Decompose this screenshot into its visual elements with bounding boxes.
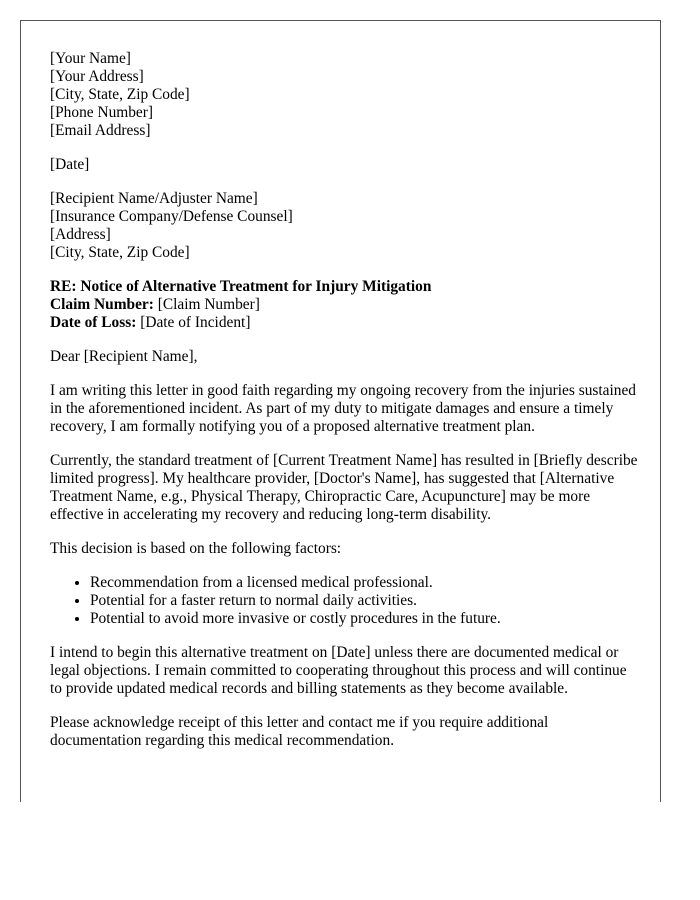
paragraph-factors-intro: This decision is based on the following factors:	[50, 540, 342, 557]
date-of-loss-label: Date of Loss:	[50, 314, 137, 331]
recipient-block	[50, 190, 640, 262]
paragraph-acknowledge: Please acknowledge receipt of this letter and contact me if you require additional documentation regarding this medical recommendation.	[50, 714, 549, 749]
recipient-city-state-zip: [City, State, Zip Code]	[50, 244, 190, 261]
letter-page	[20, 20, 661, 802]
letter-content	[50, 50, 640, 766]
sender-city-state-zip: [City, State, Zip Code]	[50, 86, 190, 103]
subject-text: RE: Notice of Alternative Treatment for Injury Mitigation	[50, 278, 432, 295]
sender-block	[50, 50, 640, 140]
paragraph-current-treatment: Currently, the standard treatment of [Current Treatment Name] has resulted in [Briefly describe limited progress]. My healthcare provider, [Doctor's Name], has suggested that [Alternative Treatment Name, e.g., Physical Therapy, Chiropractic Care, Acupuncture] may be more effective in accelerating my recovery and reducing long-term disability.	[50, 452, 638, 523]
claim-number-line	[50, 296, 640, 314]
date-of-loss-line	[50, 314, 640, 332]
salutation: Dear [Recipient Name],	[50, 348, 198, 365]
list-item: • Potential to avoid more invasive or costly procedures in the future.	[90, 610, 640, 628]
claim-number-value: [Claim Number]	[153, 296, 260, 313]
list-item: • Recommendation from a licensed medical professional.	[90, 574, 640, 592]
sender-name: [Your Name]	[50, 50, 131, 67]
reference-block	[50, 278, 640, 332]
list-item: • Potential for a faster return to normal daily activities.	[90, 592, 640, 610]
subject-line	[50, 278, 640, 296]
claim-number-label: Claim Number:	[50, 296, 154, 313]
sender-phone: [Phone Number]	[50, 104, 154, 121]
recipient-name: [Recipient Name/Adjuster Name]	[50, 190, 258, 207]
letter-date: [Date]	[50, 156, 90, 173]
sender-email: [Email Address]	[50, 122, 151, 139]
date-of-loss-value: [Date of Incident]	[136, 314, 251, 331]
date-block	[50, 156, 640, 174]
paragraph-intro: I am writing this letter in good faith regarding my ongoing recovery from the injuries sustained in the aforementioned incident. As part of my duty to mitigate damages and ensure a timely recovery, I am formally notifying you of a proposed alternative treatment plan.	[50, 382, 636, 435]
recipient-address: [Address]	[50, 226, 111, 243]
recipient-company: [Insurance Company/Defense Counsel]	[50, 208, 293, 225]
paragraph-intent: I intend to begin this alternative treatment on [Date] unless there are documented medical or legal objections. I remain committed to cooperating throughout this process and will continue to provide updated medical records and billing statements as they become available.	[50, 644, 627, 697]
factors-list	[50, 574, 640, 628]
sender-address: [Your Address]	[50, 68, 144, 85]
